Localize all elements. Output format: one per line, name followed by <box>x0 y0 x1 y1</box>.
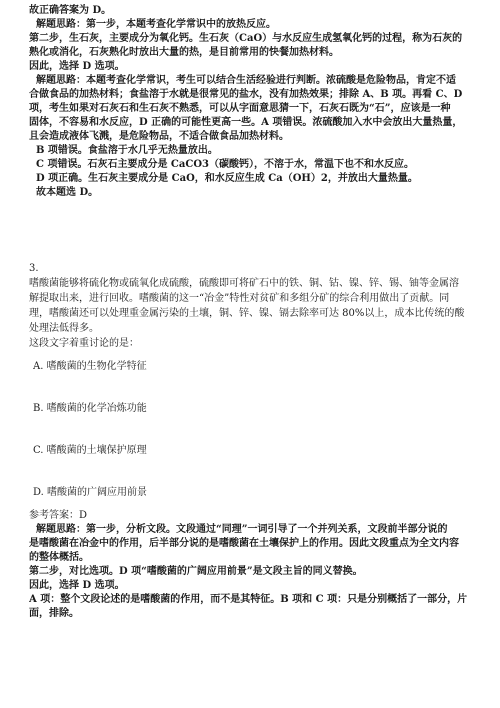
question-stem-line: 嗜酸菌能够将硫化物或硫氧化成硫酸，硫酸即可将矿石中的铁、铜、钴、镍、锌、锡、铀等金属溶 <box>29 278 459 289</box>
explanation-line: 面，排除。 <box>29 608 79 619</box>
explanation-line: 第二步，对比选项。D 项“嗜酸菌的广阔应用前景”是文段主旨的同义替换。 <box>29 566 363 577</box>
explanation-line: 解题思路：第一步，分析文段。文段通过“同理”一词引导了一个并列关系，文段前半部分说的 <box>36 524 448 535</box>
option-d: D. 嗜酸菌的广阔应用前景 <box>33 487 148 498</box>
explanation-line: 故本题选 D。 <box>36 187 99 198</box>
explanation-line: 解题思路：第一步，本题考查化学常识中的放热反应。 <box>36 19 276 30</box>
explanation-line: 因此，选择 D 选项。 <box>29 580 125 591</box>
option-a: A. 嗜酸菌的生物化学特征 <box>33 361 147 372</box>
explanation-line: 是嗜酸菌在冶金中的作用，后半部分说的是嗜酸菌在土壤保护上的作用。因此文段重点为全文内容 <box>29 538 459 549</box>
explanation-line: 合做食品的加热材料；食盐溶于水就是很常见的盐水，没有加热效果；排除 A、B 项。再看 C、D <box>29 89 463 100</box>
option-c: C. 嗜酸菌的土壤保护原理 <box>33 445 147 456</box>
explanation-line: 因此，选择 D 选项。 <box>29 61 125 72</box>
explanation-line: 的整体概括。 <box>29 552 89 563</box>
explanation-line: 固体，不容易和水反应，D 正确的可能性更高一些。A 项错误。浓硫酸加入水中会放出大量热量， <box>29 117 463 128</box>
option-b: B. 嗜酸菌的化学冶炼功能 <box>33 403 147 414</box>
question-stem-line: 处理法低得多。 <box>29 323 99 334</box>
explanation-line: C 项错误。石灰石主要成分是 CaCO3（碳酸钙），不溶于水，常温下也不和水反应。 <box>36 159 414 170</box>
question-stem-line: 理，嗜酸菌还可以处理重金属污染的土壤，铜、锌、镍、镉去除率可达 80%以上，成本比传统的酸 <box>29 308 465 319</box>
question-stem-line: 解提取出来，进行回收。嗜酸菌的这一“冶金”特性对贫矿和多组分矿的综合利用做出了贡献。同 <box>29 293 450 304</box>
explanation-line: 解题思路：本题考查化学常识，考生可以结合生活经验进行判断。浓硫酸是危险物品，肯定不适 <box>36 75 456 86</box>
question-number: 3. <box>29 263 39 274</box>
answer-line: 故正确答案为 D。 <box>29 5 112 16</box>
explanation-line: B 项错误。食盐溶于水几乎无热量放出。 <box>36 145 218 156</box>
question-prompt: 这段文字着重讨论的是： <box>29 338 139 349</box>
explanation-line: D 项正确。生石灰主要成分是 CaO，和水反应生成 Ca（OH）2，并放出大量热量。 <box>36 173 418 184</box>
explanation-line: 且会造成液体飞溅，是危险物品，不适合做食品加热材料。 <box>29 131 289 142</box>
explanation-line: 熟化或消化，石灰熟化时放出大量的热，是目前常用的快餐加热材料。 <box>29 47 339 58</box>
explanation-line: 第二步，生石灰，主要成分为氧化钙。生石灰（CaO）与水反应生成氢氧化钙的过程，称为石灰的 <box>29 33 463 44</box>
reference-answer: 参考答案：D <box>29 510 88 521</box>
explanation-line: 项，考生如果对石灰石和生石灰不熟悉，可以从字面意思猜一下，石灰石既为“石”，应该是一种 <box>29 103 451 114</box>
explanation-line: A 项：整个文段论述的是嗜酸菌的作用，而不是其特征。B 项和 C 项：只是分别概括了一部分，片 <box>29 594 468 605</box>
